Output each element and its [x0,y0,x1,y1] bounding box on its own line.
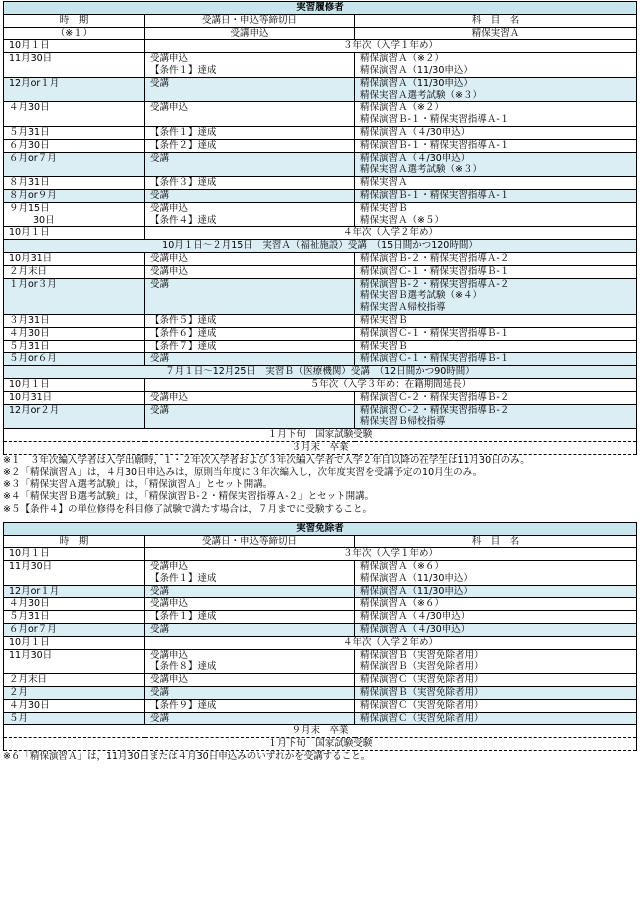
notes-exempt [3,751,637,763]
period-cell: 10月31日 [4,252,145,265]
table-row [4,14,637,27]
cell-line: 受講 [150,353,170,365]
table-row [4,340,637,353]
table-row [4,27,637,40]
deadline-cell [145,327,355,340]
cell-line: 【条件４】達成 [150,214,217,226]
table-row [4,139,637,152]
cell-line: 受講申込 [150,53,189,65]
year-banner: ４年次（入学２年め） [145,227,637,240]
period-cell: ２月末日 [4,674,145,687]
table-row [4,738,637,751]
cell-line: 精保演習Ｂ-１・精保実習指導Ａ-１ [360,189,510,201]
cell-line: 精保演習Ｃ-２・精保実習指導Ｂ-２ [360,404,510,416]
cell-line: 【条件５】達成 [150,314,217,326]
subject-cell [355,585,637,598]
period-cell: ６月or７月 [4,624,145,637]
cell-line: 【条件７】達成 [150,340,217,352]
table-row [4,40,637,53]
cell-line: 受講申込 [150,598,189,610]
footnote: ※１ ３年次編入学者は入学出願時，１・２年次入学者および３年次編入学者で入学２年目以降の在学生は11月30日のみ。 [3,454,530,466]
cell-line: 精保演習Ｃ-１・精保実習指導Ｂ-１ [360,265,510,277]
cell-line: 受講申込 [150,102,189,114]
deadline-cell [145,404,355,429]
deadline-cell [145,152,355,177]
cell-line: 精保実習Ａ選考試験（※３） [360,89,482,101]
cell-line: 受講申込 [150,649,189,661]
period-cell: ６月30日 [4,139,145,152]
table-row [4,598,637,611]
deadline-cell [145,77,355,102]
cell-line: 【条件３】達成 [150,177,217,189]
period-cell: 12月or２月 [4,404,145,429]
period-cell: 12月or１月 [4,585,145,598]
cell-line: 30日 [33,214,55,226]
subject-cell [355,77,637,102]
deadline-cell [145,624,355,637]
subject-cell [355,152,637,177]
subject-cell [355,353,637,366]
cell-line: 精保演習Ａ（４/30申込） [360,624,471,636]
exam-row: １月下旬 国家試験受験 [4,738,637,751]
deadline-cell [145,202,355,227]
subject-cell [355,699,637,712]
footnote: ※５【条件４】の単位修得を科目修了試験で満たす場合は，７月までに受験すること。 [3,503,372,515]
cell-line: 精保演習Ｃ（実習免除者用） [360,712,484,724]
subject-cell [355,126,637,139]
cell-line: 【条件１】達成 [150,611,217,623]
table-row [4,152,637,177]
cell-line: 受講申込 [150,252,189,264]
cell-line: 精保演習Ｂ（実習免除者用） [360,687,484,699]
subject-cell [355,278,637,314]
subject-cell [355,598,637,611]
subject-cell [355,327,637,340]
cell-line: 受講 [150,404,170,416]
period-cell: ５月31日 [4,340,145,353]
cell-line: 精保演習Ａ（11/30申込） [360,64,473,76]
footnote: ※４「精保実習Ｂ選考試験」は，「精保演習Ｂ-２・精保実習指導Ａ-２」とセット開講。 [3,491,375,503]
cell-line: 【条件１】達成 [150,126,217,138]
period-cell: ５月31日 [4,126,145,139]
cell-line: 受講申込 [150,561,189,573]
table-row [4,314,637,327]
period-cell [4,202,145,227]
deadline-cell [145,314,355,327]
cell-line: 受講 [150,624,170,636]
header-period: 時 期 [4,14,145,27]
subject-cell [355,391,637,404]
table-row [4,699,637,712]
table-row [4,366,637,379]
oct1-cell: 10月１日 [4,548,145,561]
deadline-cell [145,687,355,700]
deadline-cell [145,391,355,404]
cell-line: 精保実習Ｂ [360,340,408,352]
cell-line: 【条件６】達成 [150,327,217,339]
table-row [4,441,637,454]
cell-line: 精保実習Ａ [360,177,408,189]
cell-line: 精保演習Ｃ（実習免除者用） [360,674,484,686]
table-row [4,561,637,586]
cell-line: 精保演習Ａ（11/30申込） [360,585,473,597]
cell-line: 精保演習Ｃ-１・精保実習指導Ｂ-１ [360,353,510,365]
cell-line: 精保演習Ａ（４/30申込） [360,152,471,164]
practice-band: ７月１日～12月25日 実習Ｂ（医療機関）受講 （12日間かつ90時間） [4,366,637,379]
period-cell: ６月or７月 [4,152,145,177]
deadline-cell [145,712,355,725]
subject-cell [355,611,637,624]
graduation-row: ３月末 卒業 [4,441,637,454]
cell-line: 精保実習Ａ選考試験（※３） [360,164,482,176]
practice-band: 10月１日～２月15日 実習Ａ（福祉施設）受講 （15日間かつ120時間） [4,240,637,253]
table-row [4,674,637,687]
table-row [4,585,637,598]
notes-trainee [3,455,637,516]
cell-line: 精保演習Ｃ-２・精保実習指導Ｂ-２ [360,391,510,403]
oct1-cell: 10月１日 [4,40,145,53]
cell-line: 精保演習Ａ（11/30申込） [360,572,473,584]
period-cell: 11月30日 [4,561,145,586]
table-row [4,177,637,190]
year-banner: ５年次（入学３年め：在籍期間延長） [145,378,637,391]
header-deadline: 受講日・申込等締切日 [145,14,355,27]
cell-line: 【条件９】達成 [150,699,217,711]
period-cell: ３月31日 [4,314,145,327]
deadline-cell [145,53,355,78]
period-cell: ４月30日 [4,102,145,127]
deadline-cell [145,353,355,366]
footnote: ※３「精保実習Ａ選考試験」は，「精保演習Ａ」とセット開講。 [3,479,273,491]
period-cell: ２月末日 [4,265,145,278]
table-row [4,126,637,139]
table-row [4,611,637,624]
table-row [4,240,637,253]
cell-line: 精保演習Ｃ（実習免除者用） [360,699,484,711]
cell-line: 【条件１】達成 [150,64,217,76]
table-row [4,189,637,202]
subject-cell [355,314,637,327]
subject-cell [355,624,637,637]
oct1-cell: 10月１日 [4,378,145,391]
table-row [4,2,637,15]
cell-line: ９月15日 [9,202,50,214]
cell-line: 精保演習Ｂ-１・精保実習指導Ａ-１ [360,114,510,126]
table-row [4,548,637,561]
cell-line: 精保演習Ａ（※２） [360,53,444,65]
table-row [4,404,637,429]
subject-cell [355,649,637,674]
cell-line: 受講 [150,189,170,201]
deadline-cell [145,585,355,598]
cell-line: 精保実習Ｂ帰校指導 [360,416,446,428]
table-row [4,391,637,404]
subject-cell [355,340,637,353]
cell-line: 受講 [150,152,170,164]
period-cell: ５月or６月 [4,353,145,366]
cell-line: 受講 [150,278,170,290]
graduation-row: ９月末 卒業 [4,725,637,738]
deadline-cell [145,102,355,127]
table-row [4,53,637,78]
cell-line: 精保演習Ａ（11/30申込） [360,77,473,89]
subject-cell [355,265,637,278]
cell-line: 受講申込 [150,391,189,403]
year-banner: ４年次（入学２年め） [145,636,637,649]
table-row [4,353,637,366]
table-row [4,429,637,442]
cell-line: 受講 [150,687,170,699]
cell-line: 精保演習Ａ（※６） [360,561,444,573]
table-row [4,278,637,314]
subject-cell [355,202,637,227]
table-trainee [3,1,637,455]
cell-line: 受講 [150,585,170,597]
period-cell: 11月30日 [4,649,145,674]
deadline-cell [145,699,355,712]
header-subject: 科 目 名 [355,14,637,27]
deadline-cell [145,278,355,314]
cell-line: 精保演習Ｂ-２・精保実習指導Ａ-２ [360,278,510,290]
table-row [4,636,637,649]
deadline-cell [145,649,355,674]
cell-line: 受講申込 [150,202,189,214]
subject-cell [355,252,637,265]
deadline-cell [145,561,355,586]
subject-cell [355,404,637,429]
period-cell: 10月31日 [4,391,145,404]
deadline-cell [145,598,355,611]
subject-cell [355,53,637,78]
period-cell: ５月 [4,712,145,725]
table-row [4,522,637,535]
subject-cell [355,561,637,586]
deadline-cell [145,139,355,152]
period-cell: 11月30日 [4,53,145,78]
period-cell: 12月or１月 [4,77,145,102]
table-row [4,535,637,548]
subject-cell [355,674,637,687]
cell-line: 精保演習Ａ（４/30申込） [360,611,471,623]
cell-line: 【条件８】達成 [150,661,217,673]
cell-line: 精保演習Ａ（４/30申込） [360,126,471,138]
table-title: 実習免除者 [4,522,637,535]
deadline-cell [145,177,355,190]
note-ref: （※１） [4,27,145,40]
subject-cell [355,102,637,127]
period-cell: ４月30日 [4,699,145,712]
footnote: ※６「精保演習Ａ」は，11月30日または４月30日申込みのいずれかを受講すること。 [3,751,371,763]
table-exempt [3,522,637,751]
header-period: 時 期 [4,535,145,548]
cell-line: 精保演習Ａ（※２） [360,102,444,114]
period-cell: ４月30日 [4,327,145,340]
oct1-cell: 10月１日 [4,636,145,649]
cell-line: 精保実習Ａ（※５） [360,214,444,226]
table-row [4,252,637,265]
cell-line: 精保演習Ｂ（実習免除者用） [360,661,484,673]
header-subject-a: 精保実習Ａ [355,27,637,40]
table-title: 実習履修者 [4,2,637,15]
cell-line: 精保演習Ｂ（実習免除者用） [360,649,484,661]
subject-cell [355,189,637,202]
cell-line: 精保演習Ａ（※６） [360,598,444,610]
cell-line: 精保実習Ｂ選考試験（※４） [360,290,482,302]
table-row [4,77,637,102]
cell-line: 【条件２】達成 [150,139,217,151]
table-row [4,102,637,127]
subject-cell [355,712,637,725]
cell-line: 精保実習Ａ帰校指導 [360,302,446,314]
header-deadline: 受講日・申込等締切日 [145,535,355,548]
cell-line: 精保演習Ｃ-１・精保実習指導Ｂ-１ [360,327,510,339]
period-cell: ５月31日 [4,611,145,624]
table-row [4,712,637,725]
deadline-cell [145,189,355,202]
cell-line: 受講申込 [150,674,189,686]
header-apply: 受講申込 [145,27,355,40]
cell-line: 精保演習Ｂ-２・精保実習指導Ａ-２ [360,252,510,264]
table-row [4,687,637,700]
deadline-cell [145,252,355,265]
footnote: ※２「精保演習Ａ」は，４月30日申込みは，原則当年度に３年次編入し，次年度実習を受講予定の10月生のみ。 [3,466,483,478]
deadline-cell [145,126,355,139]
table-row [4,624,637,637]
table-row [4,202,637,227]
cell-line: 受講 [150,77,170,89]
exam-row: １月下旬 国家試験受験 [4,429,637,442]
deadline-cell [145,611,355,624]
subject-cell [355,177,637,190]
table-row [4,227,637,240]
subject-cell [355,687,637,700]
cell-line: 受講申込 [150,265,189,277]
cell-line: 精保演習Ｂ-１・精保実習指導Ａ-１ [360,139,510,151]
table-row [4,725,637,738]
oct1-cell: 10月１日 [4,227,145,240]
deadline-cell [145,674,355,687]
year-banner: ３年次（入学１年め） [145,40,637,53]
period-cell: ２月 [4,687,145,700]
cell-line: 精保実習Ｂ [360,202,408,214]
table-row [4,265,637,278]
table-row [4,649,637,674]
header-subject: 科 目 名 [355,535,637,548]
cell-line: 受講 [150,712,170,724]
cell-line: 精保実習Ｂ [360,314,408,326]
subject-cell [355,139,637,152]
period-cell: ４月30日 [4,598,145,611]
year-banner: ３年次（入学１年め） [145,548,637,561]
deadline-cell [145,265,355,278]
period-cell: ８月or９月 [4,189,145,202]
table-row [4,327,637,340]
period-cell: １月or３月 [4,278,145,314]
period-cell: ８月31日 [4,177,145,190]
cell-line: 【条件１】達成 [150,572,217,584]
table-row [4,378,637,391]
deadline-cell [145,340,355,353]
